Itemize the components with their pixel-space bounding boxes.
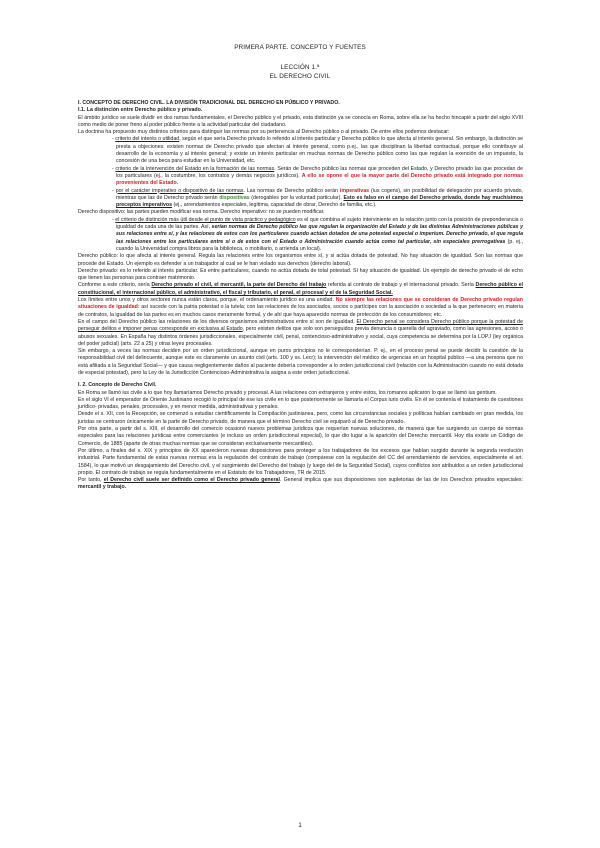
criterion-3: - por el carácter imperativo o dispositivo de las normas. Las normas de Derecho público serán imperativas (ius cogens), sin posibilidad de delegación por acuerdo privado, mientras que las de Derecho privado serán dispositivas (derogables por la voluntad particular). Esto es falso en el campo del Derecho privado, donde hay muchísimos preceptos imperativos (ej., arrendamientos especiales, legítima, capacidad de obrar, Derecho de familia, etc.). — [112, 187, 523, 209]
criterion-2-objection: A ello se opone el que la mayor parte del Derecho privado está integrado por normas provenientes del Estado. — [116, 172, 523, 187]
criterion-3-imperative: imperativas — [339, 187, 370, 194]
commerce-paragraph: Por otra parte, a partir del s. XIII, el desarrollo del comercio ocasionó nuevos problemas jurídicos que requerían nuevas soluciones, de manera que fue surgiendo un cuerpo de normas especiales para las relaciones jurídicas entre comerciantes (e incluso un orden jurisdiccional especial), lo que dio lugar a la aparición del Derecho mercantil. Hoy día existe un Código de Comercio, de 1885 (aparte de otras muchas normas que se consideran exclusivamente mercantiles). — [78, 426, 523, 447]
reception-paragraph: Desde el s. XII, con la Recepción, se comenzó a estudiar científicamente la Compilación justinianea, pero, como las circunstancias sociales y políticas habían cambiado en gran medida, los juristas se centraron únicamente en la parte de Derecho privado, de manera que el término Derecho civil se equiparó al de Derecho privado. — [78, 411, 523, 425]
criterion-1-text: , según el que sería Derecho privado lo referido al interés particular y Derecho público lo que afecta al interés general. Sin embargo, la distinción se presta a objeciones: existen normas de Derecho privado que afectan al interés general, como p.ej., las que disciplinan la libertad contractual, porque ello contribuye al desarrollo de la economía y al interés general; y existe un interés particular en muchas normas de Derecho público como las que regulan la exención de un impuesto, la concesión de una beca para estudiar en la Universidad, etc. — [116, 136, 523, 165]
classification-private: Derecho privado el civil, el mercantil, la parte del Derecho del trabajo — [151, 282, 327, 289]
subsection-heading-1-1: I.1. La distinción entre Derecho público y privado. — [78, 107, 203, 114]
document-body — [78, 100, 523, 492]
classification-public: Derecho público el constitucional, el internacional público, el administrativo, el fiscal y tributario, el penal, el procesal y el de la Seguridad Social. — [78, 282, 523, 296]
field-text-2: , pero existen delitos que solo son perseguidos previa denuncia o querella del agraviado, como las agresiones, acoso o abusos sexuales. En España hay distintos órdenes jurisdiccionales, especialmente civil, penal, contencioso-administrativo y social, cuya competencia se determina por la LOPJ (ley orgánica del poder judicial) (arts. 22 a 25) y otras leyes procesales. — [78, 326, 523, 347]
special-laws: mercantil y trabajo. — [78, 484, 127, 491]
public-field-paragraph — [78, 319, 523, 348]
field-text: En el campo del Derecho público las relaciones de los diversos organismos administrativos entre sí son de igualdad. — [78, 318, 355, 325]
limits-post: así sucede con la patria potestad o la tutela; con las relaciones de los asociados, socios o partícipes con la asociación o sociedad a la que pertenecen; en materia de contratos, la igualdad de las partes es en muchos casos meramente formal, y de ahí que haya aparecido normas de protección de los consumidores; etc. — [78, 304, 524, 318]
limits-highlight: No siempre las relaciones que se consideran de Derecho privado regulan situaciones de igualdad: — [78, 297, 523, 311]
criterion-1-label: criterio del interés o utilidad — [115, 136, 180, 143]
criterion-3-dispositive: dispositivas — [219, 194, 250, 201]
criterion-3-text-3: (derogables por la voluntad particular). — [251, 194, 342, 201]
criterion-3-text-4: (ej., arrendamientos especiales, legítima, capacidad de obrar, Derecho de familia, etc.). — [173, 202, 377, 209]
criterion-2-label: criterio de la intervención del Estado en la formación de las normas — [115, 165, 275, 172]
criterion-3-label: por el carácter imperativo o dispositivo de las normas — [115, 187, 244, 194]
page-number: 1 — [298, 822, 302, 829]
civil-law-definition: el Derecho civil suele ser definido como el Derecho privado general — [103, 477, 280, 484]
conclusion-post: . General implica que sus disposiciones son supletorias de las de los Derechos privados especiales: — [279, 477, 524, 484]
criterion-3-text: . Las normas de Derecho público serán — [243, 187, 338, 194]
criterion-4: - el criterio de distinción más útil desde el punto de vista práctico y pedagógico es el que combina el sujeto interviniente en la relación junto con la posición de preponderancia o igualdad de cada una de las partes. Así, serían normas de Derecho público las que regulan la organización del Estado y de las distintas Administraciones públicas y sus relaciones entre sí, y las relaciones de estos con los particulares cuando actúan dotados de una potestad especial o imperium. Derecho privado, el que regula las relaciones entre los particulares entre sí o de estos con el Estado o Administración cuando actúa como tal particular, sin especiales prerrogativas (p. ej., cuando la Universidad compra libros para la biblioteca, o mobiliario, o arrienda un local). — [112, 216, 523, 252]
intro-paragraph: El ámbito jurídico se suele dividir en dos ramas fundamentales, el Derecho público y el privado, esta distinción ya se conocía en Roma, sobre ella se ha hecho hincapié a partir del siglo XVIII como medio de poner freno al poder público frente a la actividad particular del ciudadano. — [78, 114, 523, 128]
section-heading-1-2: I. 2. Concepto de Derecho Civil. — [78, 382, 157, 389]
jurisdiction-paragraph: Sin embargo, a veces las normas deciden por un orden jurisdiccional, aunque en puros principios no le corresponderían. P. ej., en el proceso penal se puede decidir la cuestión de la responsabilidad civil del delincuente, aunque este es claramente un asunto civil (arts. 100 y ss. Lecr); la intervención del médico de urgencias en un hospital público —a una persona que no está afiliada a la Seguridad Social— y que causa negligentemente daños al paciente debería corresponder a lo orden jurisdiccional civil (relación con la Administración cuando no está dotada de especial potestad), pero la Ley de la Jurisdicción Contencioso-Administrativa la asigna a este orden jurisdiccional. — [78, 348, 523, 376]
criterion-4-label: el criterio de distinción más útil desde el punto de vista práctico y pedagógico — [115, 216, 296, 223]
limits-paragraph — [78, 297, 523, 319]
part-title: PRIMERA PARTE. CONCEPTO Y FUENTES — [234, 44, 366, 51]
justinian-paragraph: En el siglo VI el emperador de Oriente Justiniano recogió lo principal de ese ius civile en lo que posteriormente se llamaría el Corpus iuris civilis. En él se contenía el tratamiento de cuestiones jurídico- privadas, penales, procesales, y en menor medida, administrativas y penales. — [78, 396, 523, 411]
intro-paragraph-2: La doctrina ha propuesto muy distintos criterios para distinguir las normas por su pertenencia al Derecho público o al privado. De entre ellos podemos destacar: — [78, 129, 450, 136]
conclusion-pre: Por tanto, — [78, 477, 102, 484]
penal-law-note: El Derecho penal se considera Derecho público porque la potestad de perseguir delitos e imponer penas corresponde en exclusiva al Estado — [78, 318, 523, 333]
lesson-number: LECCIÓN 1.ª — [280, 64, 320, 71]
criterion-3-objection: Esto es falso en el campo del Derecho privado, donde hay muchísimos preceptos imperativos — [116, 194, 523, 209]
criterion-2: - criterio de la intervención del Estado en la formación de las normas. Serán de Derecho público las normas que proceden del Estado, y Derecho privado las que procedan de los particulares (ej., la costumbre, los contratos y demás negocios jurídicos). A ello se opone el que la mayor parte del Derecho privado está integrado por normas provenientes del Estado. — [112, 165, 523, 187]
labour-paragraph: Por último, a finales del s. XIX y principios de XX aparecieron nuevas disposiciones para proteger a los trabajadores de los excesos que habían surgido durante la segunda revolución industrial. Parte fundamental de estas nuevas normas era la regulación del contrato de trabajo (compárese con la regulación del CC del arrendamiento de servicios, especialmente el art. 1584), lo que motivó un desgajamiento del Derecho civil, y el surgimiento del Derecho del trabajo (y luego del de la Seguridad Social), cuyos conflictos son atribuidos a un orden jurisdiccional propio. El contrato de trabajo se regula fundamentalmente en el Estatuto de los Trabajadores, TR de 2015. — [78, 447, 523, 476]
criterion-2-text: . Serán de Derecho público las normas que proceden del Estado, y Derecho privado las que procedan de los particulares (ej., la costumbre, los contratos y demás negocios jurídicos). — [116, 165, 523, 179]
criterion-4-text: es el que combina el sujeto interviniente en la relación junto con la posición de preponderancia o igualdad de cada una de las partes. Así, — [116, 216, 523, 231]
section-heading-1: I. CONCEPTO DE DERECHO CIVIL. LA DIVISIÓN TRADICIONAL DEL DERECHO EN PÚBLICO Y PRIVADO. — [78, 100, 340, 106]
conclusion-paragraph — [78, 477, 523, 492]
limits-pre: Los límites entre unos y otros sectores nunca están claros, porque, el ordenamiento jurídico es una unidad. — [78, 297, 334, 304]
lesson-title: EL DERECHO CIVIL — [269, 73, 331, 80]
classification-mid: referida al contrato de trabajo y el internacional privado. Sería — [327, 282, 474, 289]
criterion-4-bold: serían normas de Derecho público las que regulan la organización del Estado y de las distintas Administraciones públicas y sus relaciones entre sí, y las relaciones de estos con los particulares cuando actúan dotados de una potestad especial o imperium. Derecho privado, el que regula las relaciones entre los particulares entre sí o de estos con el Estado o Administración cuando actúa como tal particular, sin especiales prerrogativas — [116, 224, 523, 245]
criterion-classification — [78, 282, 523, 297]
criterion-4-text-2: (p. ej., cuando la Universidad compra libros para la biblioteca, o mobiliario, o arrienda un local). — [116, 238, 523, 252]
public-law-definition: Derecho público: lo que afecta al interés general. Regula las relaciones entre los organismos entre sí, y si actúa dotada de potestad. No hay situación de igualdad. Son las normas que procede del Estado. Un ejemplo es defender a un trabajador al cual se le han violado sus derechos (derecho laboral). — [78, 253, 523, 267]
dispositive-note: Derecho dispositivo: las partes pueden modificar esa norma. Derecho imperativo: no se pueden modificar. — [78, 209, 325, 216]
classification-pre: Conforme a este criterio, sería — [78, 282, 150, 289]
criterion-3-text-2: (ius cogens), sin posibilidad de delegación por acuerdo privado, mientras que las de Derecho privado serán — [116, 187, 523, 201]
criterion-1: - criterio del interés o utilidad, según el que sería Derecho privado lo referido al interés particular y Derecho público lo que afecta al interés general. Sin embargo, la distinción se presta a objeciones: existen normas de Derecho privado que afectan al interés general, como p.ej., las que disciplinan la libertad contractual, porque ello contribuye al desarrollo de la economía y al interés general; y existe un interés particular en muchas normas de Derecho público como las que regulan la exención de un impuesto, la concesión de una beca para estudiar en la Universidad, etc. — [112, 136, 523, 165]
private-law-definition: Derecho privado: es lo referido al interés particular. Es entre particulares, cuando no actúa dotada de total potestad. Sí hay situación de igualdad. Un ejemplo de derecho privado el de echo que tienen las personas para contraer matrimonio. — [78, 267, 523, 282]
roman-law-paragraph: En Roma se llamó ius civile a lo que hoy llamaríamos Derecho privado y procesal. A las relaciones con extranjeros y entre estos, los romanos aplicaron lo que se llamó ius gentium. — [78, 389, 497, 396]
